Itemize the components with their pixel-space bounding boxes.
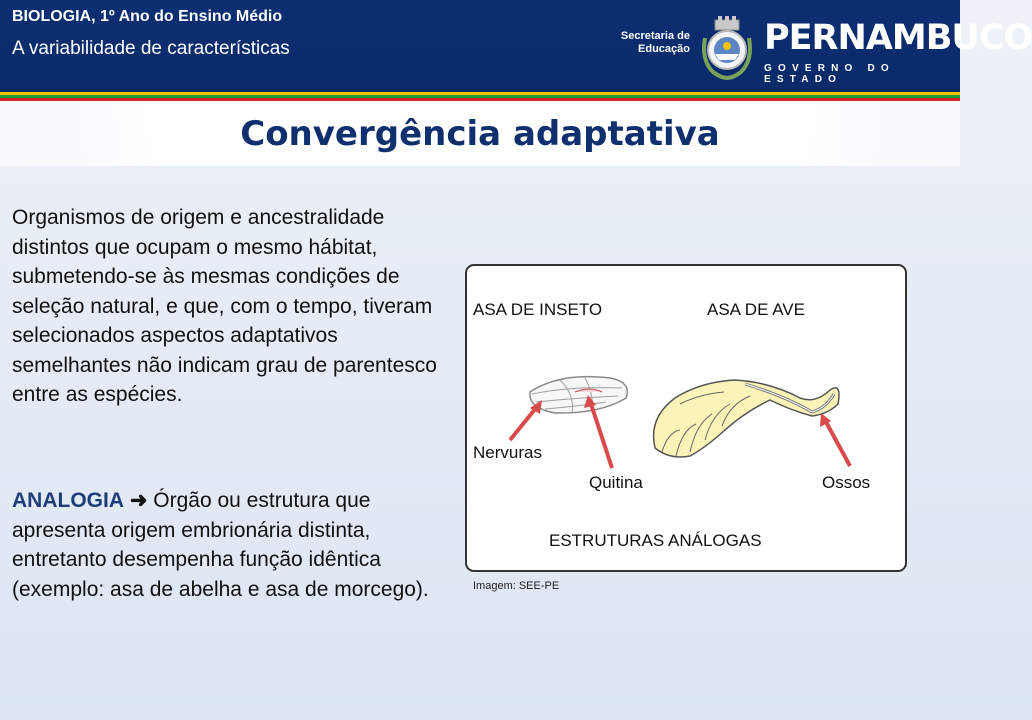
pointer-veins: [510, 400, 542, 440]
label-bones: Ossos: [822, 473, 871, 492]
page-title: Convergência adaptativa: [240, 114, 720, 154]
secretaria-line-1: Secretaria de: [620, 30, 690, 42]
analogy-term: ANALOGIA: [12, 489, 124, 512]
pointer-bones: [820, 413, 850, 466]
brand-name: PERNAMBUCO: [764, 18, 1032, 58]
label-bird-wing: ASA DE AVE: [707, 300, 805, 319]
label-insect-wing: ASA DE INSETO: [473, 300, 603, 319]
description-text: Organismos de origem e ancestralidade distintos que ocupam o mesmo hábitat, submetendo-se às mesmas condições de seleção natural, e que, com o tempo, tiveram selecionados aspectos adaptativos semelhantes não indicam grau de parentesco entre as espécies.: [12, 206, 437, 406]
course-title: BIOLOGIA, 1º Ano do Ensino Médio: [12, 8, 283, 25]
bird-wing-icon: [654, 380, 839, 457]
brand-subtitle: GOVERNO DO ESTADO: [764, 63, 895, 85]
image-caption: Imagem: SEE-PE: [473, 580, 560, 592]
label-veins: Nervuras: [473, 443, 542, 462]
course-subtitle: A variabilidade de características: [12, 38, 290, 59]
label-chitin: Quitina: [589, 473, 643, 492]
arrow-right-icon: ➜: [129, 489, 148, 512]
label-analogous-structures: ESTRUTURAS ANÁLOGAS: [549, 531, 762, 550]
insect-wing-icon: [530, 377, 627, 413]
secretaria-line-2: Educação: [638, 43, 690, 55]
analogy-definition: Órgão ou estrutura que apresenta origem embrionária distinta, entretanto desempenha função idêntica (exemplo: asa de abelha e asa de morcego).: [12, 489, 429, 601]
